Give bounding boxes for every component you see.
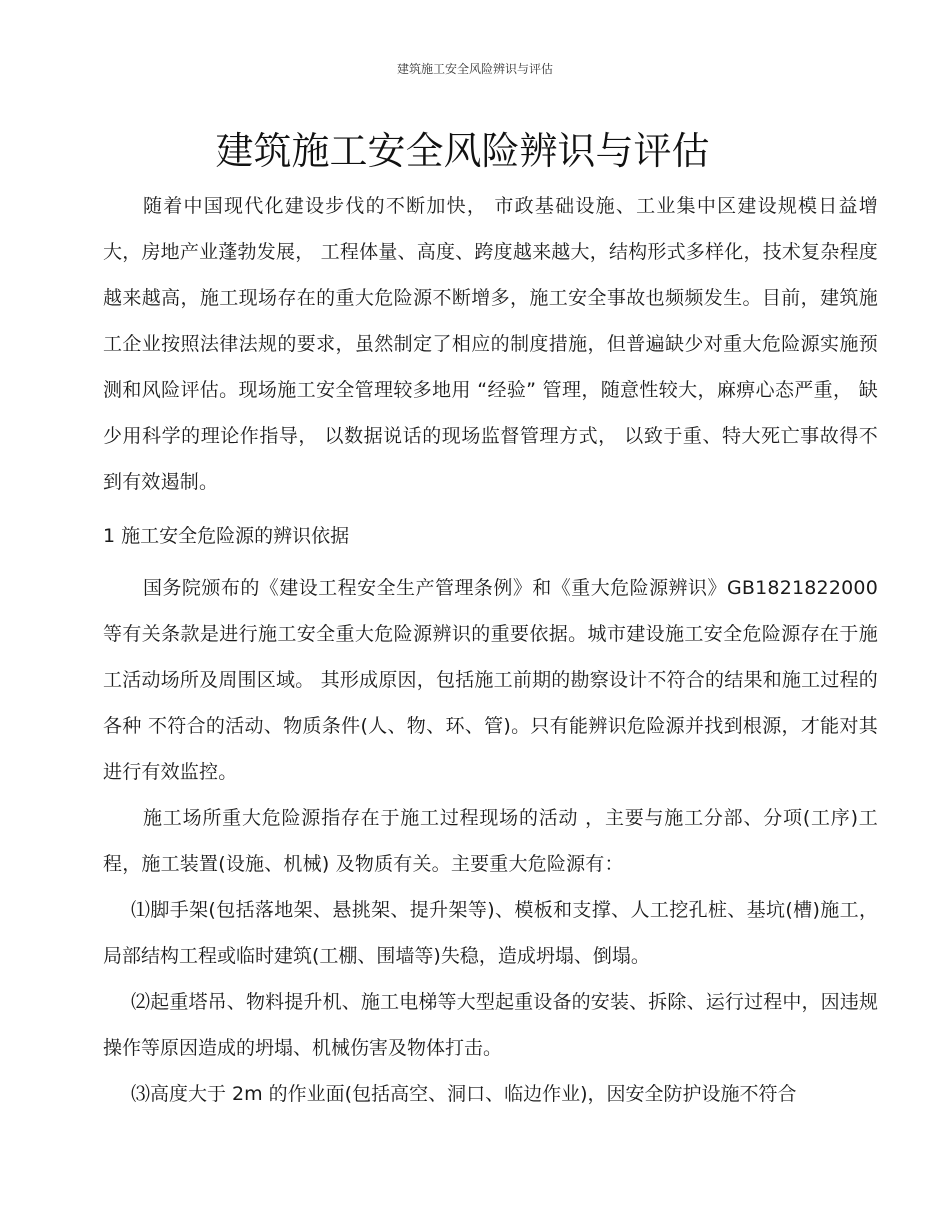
list-item: ⑵起重塔吊、物料提升机、施工电梯等大型起重设备的安装、拆除、运行过程中，因违规操作等原因造成的坍塌、机械伤害及物体打击。 xyxy=(103,991,878,1059)
running-header: 建筑施工安全风险辨识与评估 xyxy=(396,62,553,76)
intro-paragraph: 随着中国现代化建设步伐的不断加快， 市政基础设施、工业集中区建设规模日益增大，房地产业蓬勃发展， 工程体量、高度、跨度越来越大，结构形式多样化，技术复杂程度越来越高，施工现场存在的重大危险源不断增多，施工安全事故也频频发生。目前，建筑施工企业按照法律法规的要求，虽然制定了相应的制度措施，但普遍缺少对重大危险源实施预测和风险评估。现场施工安全管理较多地用 “经验” 管理，随意性较大，麻痹心态严重， 缺少用科学的理论作指导， 以数据说话的现场监督管理方式， 以致于重、特大死亡事故得不到有效遏制。 xyxy=(103,195,878,493)
list-item: ⑶高度大于 2m 的作业面(包括高空、洞口、临边作业)，因安全防护设施不符合 xyxy=(131,1083,797,1105)
section-heading: 1 施工安全危险源的辨识依据 xyxy=(103,525,350,547)
section-paragraph-2: 施工场所重大危险源指存在于施工过程现场的活动 ，主要与施工分部、分项(工序)工程，施工装置(设施、机械) 及物质有关。主要重大危险源有： xyxy=(103,807,878,875)
document-title: 建筑施工安全风险辨识与评估 xyxy=(215,129,710,173)
document-body xyxy=(103,183,878,1117)
section-paragraph-1: 国务院颁布的《建设工程安全生产管理条例》和《重大危险源辨识》GB1821822000等有关条款是进行施工安全重大危险源辨识的重要依据。城市建设施工安全危险源存在于施工活动场所及周围区域。 其形成原因，包括施工前期的勘察设计不符合的结果和施工过程的各种 不符合的活动、物质条件(人、物、环、管)。只有能辨识危险源并找到根源，才能对其进行有效监控。 xyxy=(103,577,878,783)
list-item: ⑴脚手架(包括落地架、悬挑架、提升架等)、模板和支撑、人工挖孔桩、基坑(槽)施工，局部结构工程或临时建筑(工棚、围墙等)失稳，造成坍塌、倒塌。 xyxy=(103,899,878,967)
